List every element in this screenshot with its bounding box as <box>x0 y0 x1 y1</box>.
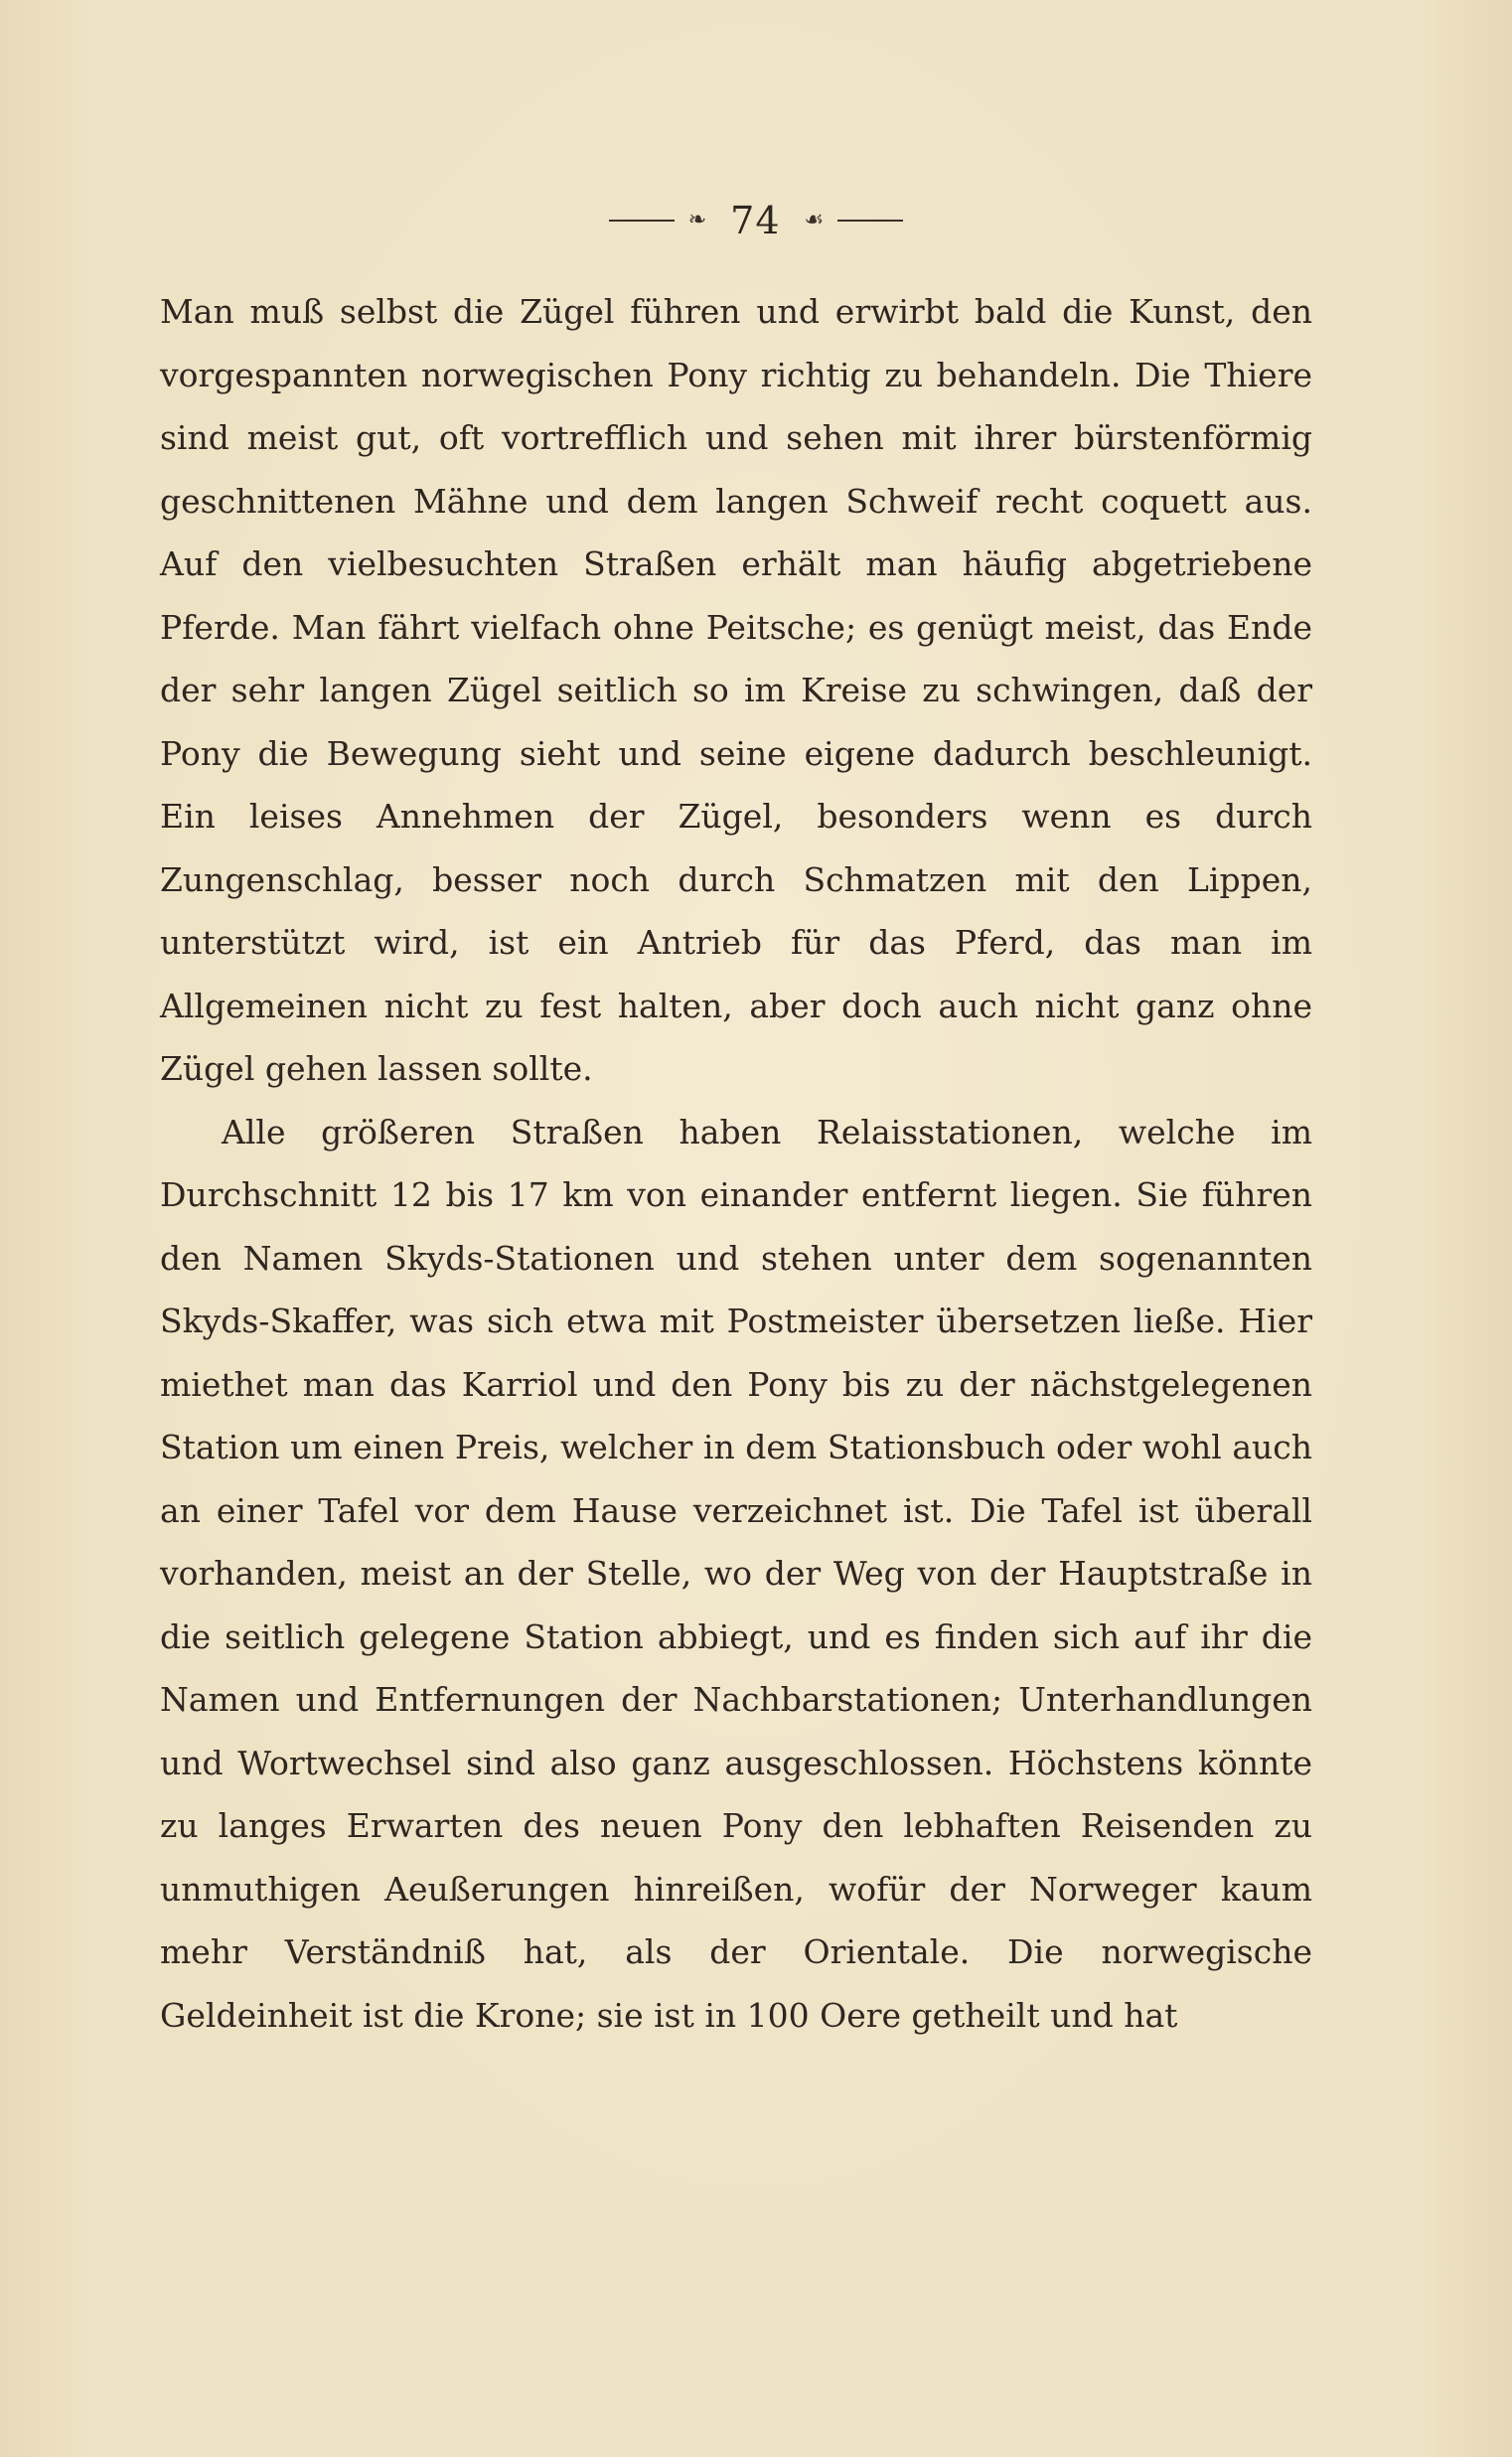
paragraph-2: Alle größeren Straßen haben Relaisstationen, welche im Durchschnitt 12 bis 17 km von einander entfernt liegen. Sie führen den Namen Skyds-Stationen und stehen unter dem sogenannten Skyds-Skaffer, was sich etwa mit Postmeister übersetzen ließe. Hier miethet man das Karriol und den Pony bis zu der nächstgelegenen Station um einen Preis, welcher in dem Stationsbuch oder wohl auch an einer Tafel vor dem Hause verzeichnet ist. Die Tafel ist überall vorhanden, meist an der Stelle, wo der Weg von der Hauptstraße in die seitlich gelegene Station abbiegt, und es finden sich auf ihr die Namen und Entfernungen der Nachbarstationen; Unterhandlungen und Wortwechsel sind also ganz ausgeschlossen. Höchstens könnte zu langes Erwarten des neuen Pony den lebhaften Reisenden zu unmuthigen Aeußerungen hinreißen, wofür der Norweger kaum mehr Verständniß hat, als der Orientale. Die norwegische Geldeinheit ist die Krone; sie ist in 100 Oere getheilt und hat <box>160 1112 1312 2035</box>
paragraph-1: Man muß selbst die Zügel führen und erwirbt bald die Kunst, den vorgespannten norwegischen Pony richtig zu behandeln. Die Thiere sind meist gut, oft vortrefflich und sehen mit ihrer bürstenförmig geschnittenen Mähne und dem langen Schweif recht coquett aus. Auf den vielbesuchten Straßen erhält man häufig abgetriebene Pferde. Man fährt vielfach ohne Peitsche; es genügt meist, das Ende der sehr langen Zügel seitlich so im Kreise zu schwingen, daß der Pony die Bewegung sieht und seine eigene dadurch beschleunigt. Ein leises Annehmen der Zügel, besonders wenn es durch Zungenschlag, besser noch durch Schmatzen mit den Lippen, unterstützt wird, ist ein Antrieb für das Pferd, das man im Allgemeinen nicht zu fest halten, aber doch auch nicht ganz ohne Zügel gehen lassen sollte. <box>160 292 1312 1088</box>
page-header <box>0 191 1512 250</box>
header-rule-left <box>609 220 675 222</box>
ornament-left-icon: ❧ <box>687 208 707 232</box>
page-number: 74 <box>730 199 781 242</box>
ornament-right-icon: ☙ <box>804 208 825 232</box>
body-text <box>160 280 1312 2047</box>
header-rule-right <box>837 220 903 222</box>
